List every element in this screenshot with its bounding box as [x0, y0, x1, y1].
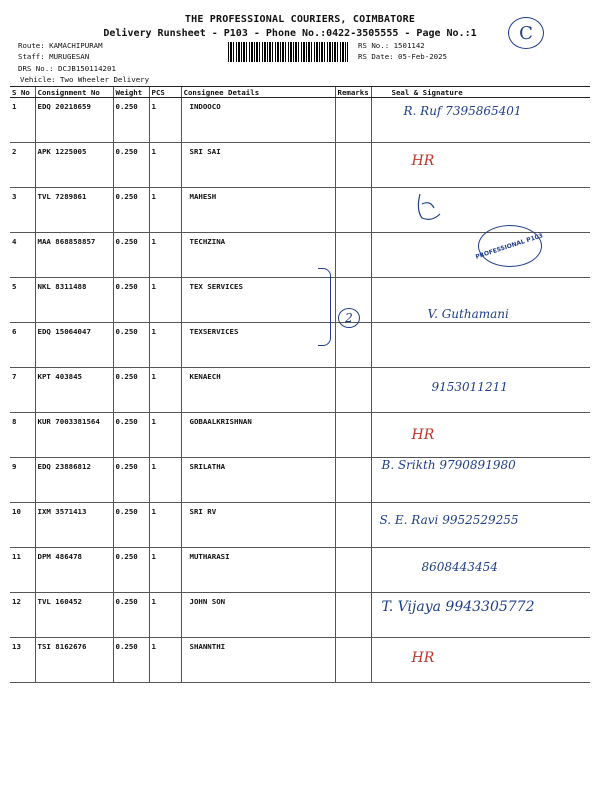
cell-consignee: SHANNTHI [181, 638, 335, 683]
header-pcs: PCS [149, 87, 181, 98]
cell-consignment: MAA 868858857 [35, 233, 113, 278]
cell-pcs: 1 [149, 143, 181, 188]
cell-consignment: KPT 403845 [35, 368, 113, 413]
cell-signature [371, 638, 590, 683]
table-row [10, 503, 590, 548]
header-seal: Seal & Signature [371, 87, 590, 98]
rs-number: RS No.: 1501142 [358, 41, 425, 50]
cell-weight: 0.250 [113, 278, 149, 323]
signature-handwriting: 8608443454 [421, 560, 498, 574]
staff-label: Staff: MURUGESAN [18, 52, 90, 61]
cell-consignee: INDOOCO [181, 98, 335, 143]
signature-handwriting: 9153011211 [431, 380, 508, 394]
circled-page-mark: C [508, 17, 544, 49]
cell-consignment: TSI 8162676 [35, 638, 113, 683]
seal-text: PROFESSIONAL P103 [474, 231, 545, 261]
cell-pcs: 1 [149, 413, 181, 458]
cell-consignee: SRILATHA [181, 458, 335, 503]
signature-handwriting: B. Srikth 9790891980 [381, 458, 516, 472]
cell-sno: 7 [10, 368, 35, 413]
cell-consignment: TVL 7289861 [35, 188, 113, 233]
table-row [10, 323, 590, 368]
cell-sno: 2 [10, 143, 35, 188]
runsheet-table [10, 86, 590, 683]
cell-pcs: 1 [149, 368, 181, 413]
cell-signature [371, 458, 590, 503]
cell-pcs: 1 [149, 98, 181, 143]
cell-consignment: APK 1225005 [35, 143, 113, 188]
cell-consignment: KUR 7003381564 [35, 413, 113, 458]
cell-weight: 0.250 [113, 548, 149, 593]
grouping-bracket [318, 268, 331, 346]
cell-weight: 0.250 [113, 143, 149, 188]
remark-circled-number: 2 [338, 308, 360, 328]
cell-remarks [335, 413, 371, 458]
cell-remarks [335, 368, 371, 413]
cell-remarks [335, 458, 371, 503]
cell-sno: 3 [10, 188, 35, 233]
cell-weight: 0.250 [113, 368, 149, 413]
cell-pcs: 1 [149, 188, 181, 233]
company-seal [474, 225, 545, 267]
cell-signature [371, 548, 590, 593]
cell-weight: 0.250 [113, 638, 149, 683]
cell-consignee: JOHN SON [181, 593, 335, 638]
cell-weight: 0.250 [113, 458, 149, 503]
cell-sno: 12 [10, 593, 35, 638]
header-weight: Weight [113, 87, 149, 98]
cell-sno: 10 [10, 503, 35, 548]
signature-handwriting: T. Vijaya 9943305772 [381, 599, 535, 615]
cell-weight: 0.250 [113, 323, 149, 368]
signature-scribble [412, 190, 452, 226]
table-row [10, 233, 590, 278]
cell-remarks [335, 503, 371, 548]
cell-consignee: MUTHARASI [181, 548, 335, 593]
cell-remarks [335, 638, 371, 683]
cell-pcs: 1 [149, 593, 181, 638]
barcode [228, 42, 348, 62]
cell-weight: 0.250 [113, 593, 149, 638]
cell-pcs: 1 [149, 323, 181, 368]
cell-signature [371, 503, 590, 548]
cell-sno: 13 [10, 638, 35, 683]
cell-weight: 0.250 [113, 413, 149, 458]
cell-sno: 11 [10, 548, 35, 593]
cell-consignee: SRI SAI [181, 143, 335, 188]
cell-remarks [335, 593, 371, 638]
cell-sno: 9 [10, 458, 35, 503]
header-consignment: Consignment No [35, 87, 113, 98]
cell-signature [371, 98, 590, 143]
table-header-row [10, 87, 590, 98]
table-row [10, 98, 590, 143]
cell-weight: 0.250 [113, 98, 149, 143]
cell-pcs: 1 [149, 458, 181, 503]
cell-signature [371, 368, 590, 413]
cell-consignment: EDQ 20218659 [35, 98, 113, 143]
cell-sno: 5 [10, 278, 35, 323]
cell-pcs: 1 [149, 548, 181, 593]
cell-pcs: 1 [149, 638, 181, 683]
cell-sno: 8 [10, 413, 35, 458]
table-row [10, 458, 590, 503]
signature-handwriting: S. E. Ravi 9952529255 [379, 513, 519, 527]
cell-sno: 6 [10, 323, 35, 368]
header-sno: S No [10, 87, 35, 98]
cell-signature [371, 593, 590, 638]
cell-remarks [335, 143, 371, 188]
cell-consignee: TECHZINA [181, 233, 335, 278]
cell-consignment: IXM 3571413 [35, 503, 113, 548]
cell-remarks [335, 188, 371, 233]
page-title: THE PROFESSIONAL COURIERS, COIMBATORE [184, 14, 416, 25]
cell-consignment: TVL 160452 [35, 593, 113, 638]
cell-consignee: TEXSERVICES [181, 323, 335, 368]
cell-consignment: EDQ 23886812 [35, 458, 113, 503]
cell-consignment: EDQ 15064047 [35, 323, 113, 368]
cell-weight: 0.250 [113, 503, 149, 548]
vehicle-label: Vehicle: Two Wheeler Delivery [20, 75, 150, 84]
header-remarks: Remarks [335, 87, 371, 98]
cell-remarks [335, 548, 371, 593]
cell-signature [371, 413, 590, 458]
table-row [10, 143, 590, 188]
drs-number: DRS No.: DCJB150114201 [18, 64, 116, 73]
cell-signature [371, 307, 590, 368]
cell-consignee: KENAECH [181, 368, 335, 413]
runsheet-subtitle: Delivery Runsheet - P103 - Phone No.:0422-3505555 - Page No.:1 [103, 28, 477, 39]
cell-weight: 0.250 [113, 233, 149, 278]
cell-consignee: TEX SERVICES [181, 278, 335, 323]
route-label: Route: KAMACHIPURAM [18, 41, 103, 50]
table-row [10, 638, 590, 683]
signature-handwriting: HR [411, 427, 435, 443]
cell-remarks [335, 233, 371, 278]
rs-date: RS Date: 05-Feb-2025 [358, 52, 447, 61]
signature-handwriting: R. Ruf 7395865401 [403, 104, 522, 118]
cell-sno: 4 [10, 233, 35, 278]
table-row [10, 548, 590, 593]
cell-consignment: NKL 8311488 [35, 278, 113, 323]
cell-pcs: 1 [149, 233, 181, 278]
cell-weight: 0.250 [113, 188, 149, 233]
cell-consignee: GOBAALKRISHNAN [181, 413, 335, 458]
cell-pcs: 1 [149, 278, 181, 323]
signature-handwriting: HR [411, 153, 435, 169]
cell-signature [371, 143, 590, 188]
signature-handwriting: V. Guthamani [427, 307, 509, 321]
cell-sno: 1 [10, 98, 35, 143]
table-row [10, 593, 590, 638]
cell-signature [371, 188, 590, 233]
table-row [10, 368, 590, 413]
cell-signature [371, 233, 590, 278]
cell-consignment: DPM 486478 [35, 548, 113, 593]
cell-remarks [335, 323, 371, 368]
table-row [10, 413, 590, 458]
cell-consignee: SRI RV [181, 503, 335, 548]
cell-remarks [335, 98, 371, 143]
header-consignee: Consignee Details [181, 87, 335, 98]
cell-consignee: MAHESH [181, 188, 335, 233]
signature-handwriting: HR [411, 650, 435, 666]
cell-pcs: 1 [149, 503, 181, 548]
